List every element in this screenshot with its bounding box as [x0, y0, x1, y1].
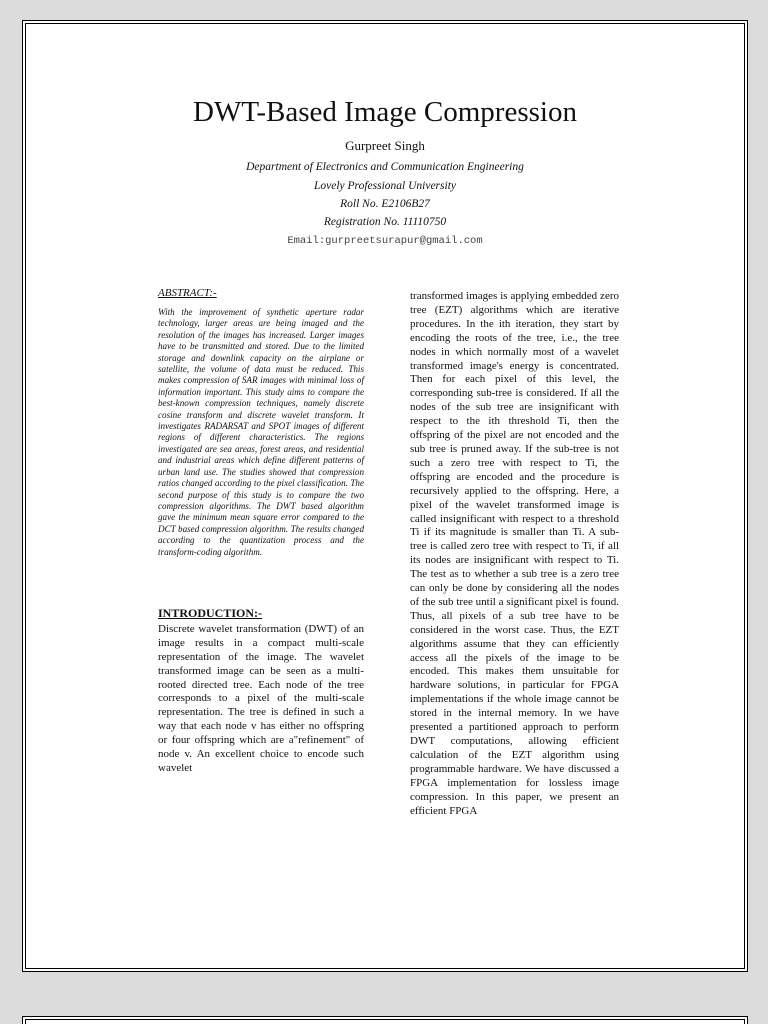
document-page [22, 20, 748, 972]
paper-title: DWT-Based Image Compression [193, 96, 577, 128]
abstract-body: With the improvement of synthetic aperture radar technology, larger areas are being imaged and the resolution of the images has increased. Larger images have to be transmitted and stored. Due to the limited storage and downlink capacity on the airplane or satellite, the volume of data must be reduced. This makes compression of SAR images with minimal loss of information important. This study aims to compare the best-known compression techniques, namely discrete cosine transform and discrete wavelet transform. It investigates RADARSAT and SPOT images of different regions of different characteristics. The regions investigated are sea areas, forest areas, and residential and industrial areas which define different patterns of urban land use. The studies showed that compression ratios changed according to the pixel classification. The second purpose of this study is to compare the two compression algorithms. The DWT based algorithm gave the minimum mean square error compared to the DCT based compression algorithm. The results changed according to the quantization process and the transform-coding algorithm. [158, 307, 364, 557]
affiliation-roll-number: Roll No. E2106B27 [340, 198, 430, 210]
affiliation-registration-number: Registration No. 11110750 [323, 216, 447, 228]
introduction-heading: INTRODUCTION:- [158, 605, 263, 620]
introduction-body: Discrete wavelet transformation (DWT) of an image results in a compact multi-scale representation of the image. The wavelet transformed image can be seen as a multi-rooted directed tree. Each node of the tree corresponds to a pixel of the multi-scale representation. The tree is defined in such a way that each node v has either no offspring or four offspring which are a"refinement" of node v. An excellent choice to encode such wavelet [158, 622, 364, 774]
author-name: Gurpreet Singh [345, 138, 425, 153]
left-column [158, 287, 364, 776]
abstract-heading: ABSTRACT:- [158, 287, 217, 299]
affiliation-university: Lovely Professional University [313, 180, 457, 192]
affiliation-department: Department of Electronics and Communication Engineering [246, 161, 524, 173]
author-email: Email:gurpreetsurapur@gmail.com [287, 235, 483, 247]
next-page-edge [22, 1016, 748, 1024]
right-column-body: transformed images is applying embedded zero tree (EZT) algorithms which are iterative procedures. In the ith iteration, they start by encoding the roots of the tree, i.e., the tree nodes in which normally most of a wavelet transformed image's energy is concentrated. Then for each pixel of this level, the corresponding sub-tree is considered. If all the nodes of the sub tree are insignificant with respect to the ith threshold Ti, then the offspring of the pixel are not encoded and the sub tree is pruned away. If the sub-tree is not such a zero tree with respect to Ti, the offspring are encoded and the procedure is recursively applied to the offspring. Here, a pixel of the wavelet transformed image is called insignificant with respect to a threshold Ti if its magnitude is smaller than Ti. A sub-tree is called zero tree with respect to Ti, if all its nodes are insignificant with respect to Ti. The test as to whether a sub tree is a zero tree can only be done by considering all the nodes of the sub tree until a significant pixel is found. Thus, all pixels of a sub tree have to be considered in the worst case. Thus, the EZT algorithms assume that they can efficiently access all the pixels of the image to be encoded. This makes them unsuitable for hardware solutions, in particular for FPGA implementations if the whole image cannot be stored in the internal memory. In we have presented a partitioned approach to perform DWT computations, allowing efficient calculation of the EZT algorithm using programmable hardware. We have discussed a FPGA implementation for lossless image compression. In this paper, we present an efficient FPGA [410, 290, 619, 817]
page-border [25, 23, 745, 969]
right-column [410, 290, 619, 818]
next-page-border [25, 1019, 745, 1024]
